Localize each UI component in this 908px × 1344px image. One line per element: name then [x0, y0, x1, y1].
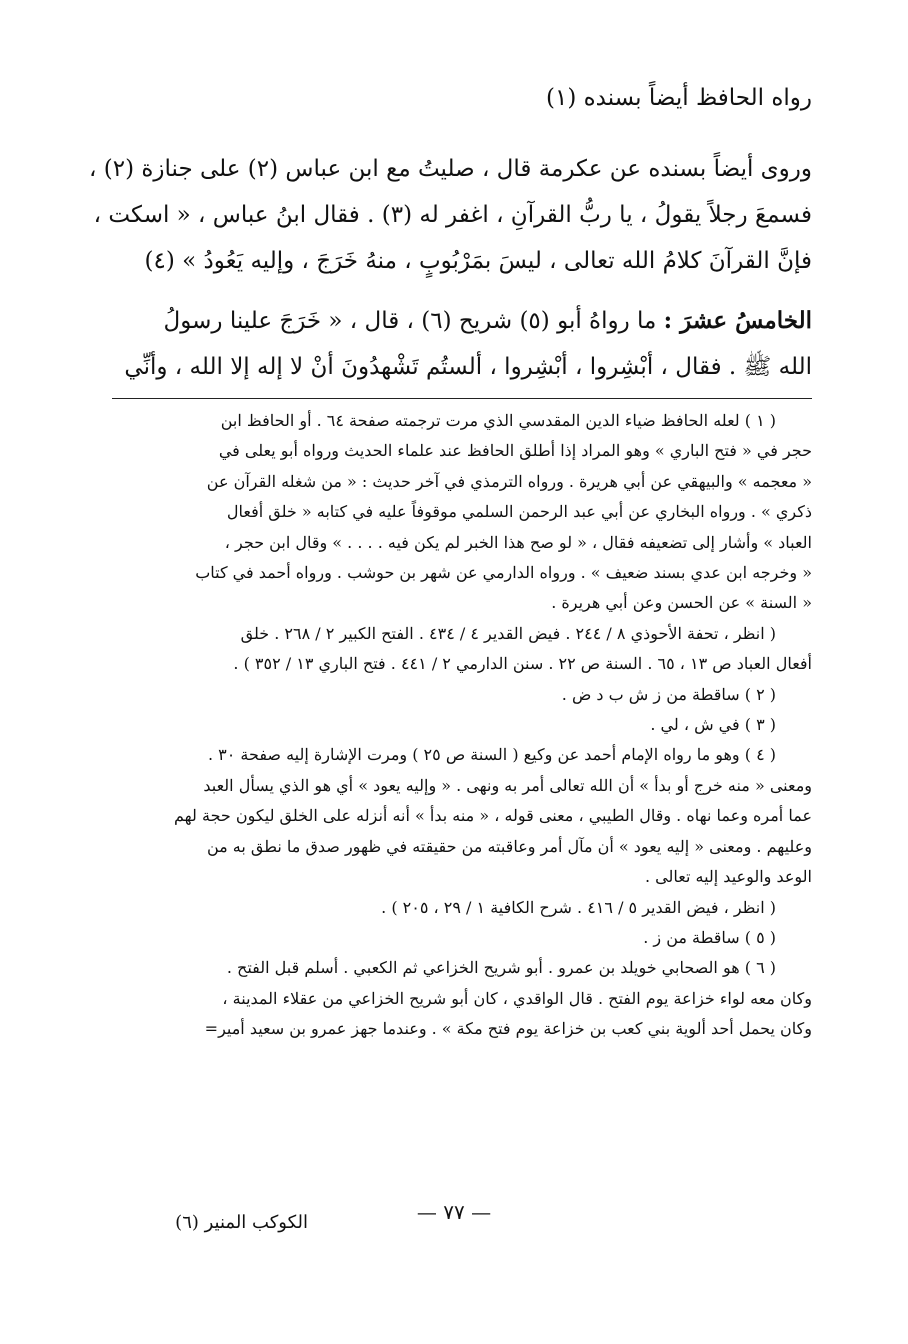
footnote-line: أفعال العباد ص ١٣ ، ٦٥ . السنة ص ٢٢ . سنن الدارمي ٢ / ٤٤١ . فتح الباري ١٣ / ٣٥٢ ) . — [233, 654, 812, 674]
text-line: فإنَّ القرآنَ كلامُ الله تعالى ، ليسَ بمَرْبُوبٍ ، منهُ خَرَجَ ، وإليه يَعُودُ » (٤) — [144, 248, 812, 274]
footnote-line: ( ٢ ) ساقطة من ز ش ب د ض . — [561, 684, 776, 704]
text-line: الله ﷺ . فقال ، أبْشِروا ، أبْشِروا ، ألستُم تَشْهدُونَ أنْ لا إله إلا الله ، وأنِّي — [124, 354, 812, 380]
text-line — [112, 298, 812, 344]
page-number: — ٧٧ — — [416, 1200, 492, 1224]
footnote-line: حجر في « فتح الباري » وهو المراد إذا أطلق الحافظ عند علماء الحديث ورواه أبو يعلى في — [218, 441, 812, 461]
text-line: فسمعَ رجلاً يقولُ ، يا ربُّ القرآنِ ، اغفر له (٣) . فقال ابنُ عباس ، « اسكت ، — [93, 202, 812, 228]
paragraph-fifteenth — [112, 298, 812, 390]
footnote-line: ( ١ ) لعله الحافظ ضياء الدين المقدسي الذي مرت ترجمته صفحة ٦٤ . أو الحافظ ابن — [220, 411, 776, 430]
footnote-line: ( ٦ ) هو الصحابي خويلد بن عمرو . أبو شريح الخزاعي ثم الكعبي . أسلم قبل الفتح . — [226, 958, 776, 978]
footnote-line: الوعد والوعيد إليه تعالى . — [644, 867, 812, 887]
footnote-line: « معجمه » والبيهقي عن أبي هريرة . ورواه الترمذي في آخر حديث : « من شغله القرآن عن — [206, 471, 812, 491]
footnote-line: ( ٣ ) في ش ، لي . — [650, 715, 776, 735]
footnote-separator — [112, 398, 812, 399]
text-span: ما رواهُ أبو (٥) شريح (٦) ، قال ، « خَرَجَ علينا رسولُ — [163, 308, 657, 334]
footnote-line: ( انظر ، فيض القدير ٥ / ٤١٦ . شرح الكافية ١ / ٢٩ ، ٢٠٥ ) . — [381, 897, 776, 917]
footnote-line: « السنة » عن الحسن وعن أبي هريرة . — [551, 593, 812, 613]
footnote-line: وكان يحمل أحد ألوية بني كعب بن خزاعة يوم فتح مكة » . وعندما جهز عمرو بن سعيد أمير= — [204, 1019, 812, 1039]
footnote-line: ومعنى « منه خرج أو بدأ » أن الله تعالى أمر به ونهى . « وإليه يعود » أي هو الذي يسأل العبد — [203, 775, 812, 795]
footnote-line: وعليهم . ومعنى « إليه يعود » أن مآل أمر وعاقبته من حقيقته في ظهور صدق ما نطق به من — [206, 836, 812, 856]
footnote-line: « وخرجه ابن عدي بسند ضعيف » . ورواه الدارمي عن شهر بن حوشب . ورواه أحمد في كتاب — [195, 563, 812, 583]
footnote-line: ( انظر ، تحفة الأحوذي ٨ / ٢٤٤ . فيض القدير ٤ / ٤٣٤ . الفتح الكبير ٢ / ٢٦٨ . خلق — [240, 623, 776, 643]
section-heading: الخامسُ عشرَ : — [663, 307, 812, 334]
footnote-line: ( ٥ ) ساقطة من ز . — [643, 927, 776, 947]
footnote-line: عما أمره وعما نهاه . وقال الطيبي ، معنى قوله ، « منه بدأ » أنه أنزله على الخلق ليكون حجة لهم — [174, 806, 812, 826]
text-line: وروى أيضاً بسنده عن عكرمة قال ، صليتُ مع ابن عباس (٢) على جنازة (٢) ، — [88, 156, 812, 182]
footnotes — [112, 406, 812, 1045]
footnote-line: وكان معه لواء خزاعة يوم الفتح . قال الواقدي ، كان أبو شريح الخزاعي من عقلاء المدينة ، — [222, 988, 812, 1008]
running-footer-title: الكوكب المنير (٦) — [175, 1212, 308, 1233]
footnote-line: العباد » وأشار إلى تضعيفه فقال ، « لو صح هذا الخبر لم يكن فيه . . . . » وقال ابن حجر ، — [224, 532, 812, 552]
lead-line: رواه الحافظ أيضاً بسنده (١) — [545, 85, 812, 111]
footnote-line: ( ٤ ) وهو ما رواه الإمام أحمد عن وكيع ( السنة ص ٢٥ ) ومرت الإشارة إليه صفحة ٣٠ . — [207, 745, 776, 765]
footnote-line: ذكري » . ورواه البخاري عن أبي عبد الرحمن السلمي موقوفاً عليه في كتابه « خلق أفعال — [226, 502, 812, 522]
paragraph-ikrimah — [88, 146, 812, 284]
